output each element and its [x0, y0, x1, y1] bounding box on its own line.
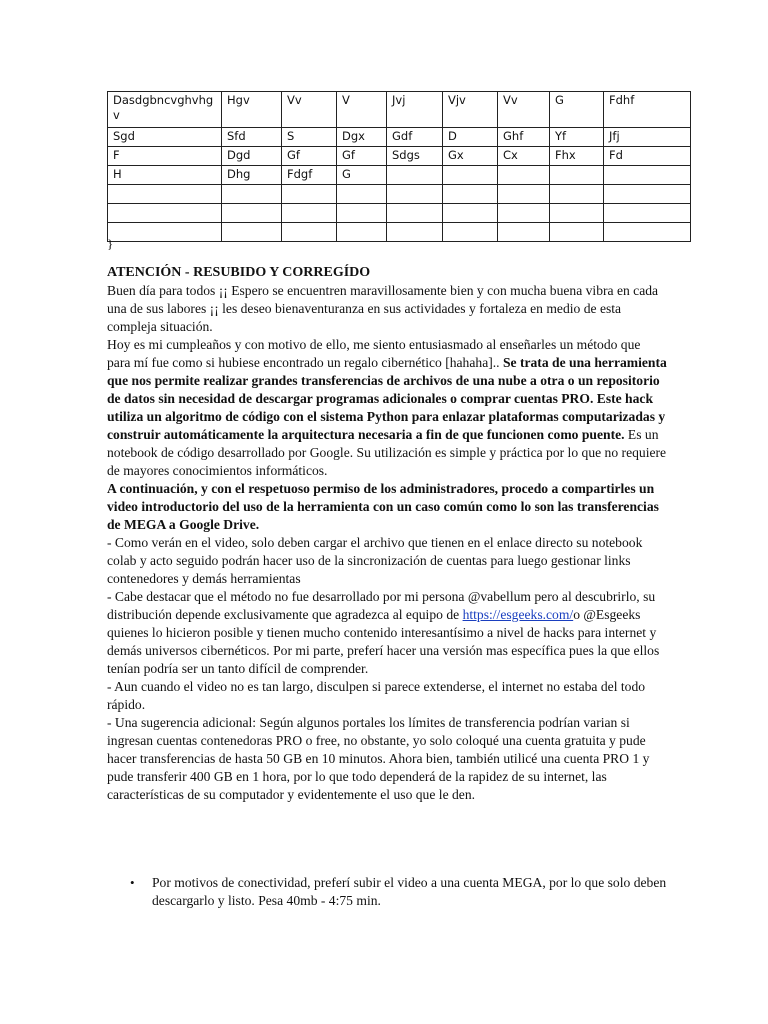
- paragraph-intro-start: Hoy es mi cumpleaños y con motivo de ello, me siento entusiasmado al enseñarles un método que para mí fue como si hubiese encontrado un regalo cibernético [hahaha]..: [107, 337, 641, 370]
- heading: ATENCIÓN - RESUBIDO Y CORREGÍDO: [107, 265, 371, 280]
- table-cell: Fd: [604, 147, 691, 166]
- table-cell: Sdgs: [387, 147, 443, 166]
- table-cell: F: [108, 147, 222, 166]
- table-cell: Fhx: [550, 147, 604, 166]
- table-cell: Fdhf: [604, 92, 691, 128]
- table-cell: [282, 204, 337, 223]
- paragraph-steps: - Como verán en el video, solo deben cargar el archivo que tienen en el enlace directo su notebook colab y acto seguido podrán hacer uso de la sincronización de cuentas para luego gestionar links contenedores y demás herramientas: [107, 535, 643, 586]
- table-row: [108, 166, 691, 185]
- paragraph-greeting: Buen día para todos ¡¡ Espero se encuentren maravillosamente bien y con mucha buena vibra en cada una de sus labores ¡¡ les deseo bienaventuranza en sus actividades y fortaleza en medio de esta compleja situación.: [107, 283, 659, 334]
- paragraph-intro-end: Es un notebook de código desarrollado por Google. Su utilización es simple y práctica por lo que no requiere de mayores conocimientos informáticos.: [107, 427, 667, 478]
- table-cell: Dgx: [337, 128, 387, 147]
- paragraph-credits-start: - Cabe destacar que el método no fue desarrollado por mi persona @vabellum pero al descubrirlo, su distribución depende exclusivamente que agradezca al equipo de: [107, 589, 656, 622]
- table-cell: Fdgf: [282, 166, 337, 185]
- table-cell: Jfj: [604, 128, 691, 147]
- table-cell: Sfd: [222, 128, 282, 147]
- stray-brace: }: [107, 236, 114, 251]
- table-cell: [387, 204, 443, 223]
- table-cell: [108, 223, 222, 242]
- table-cell: [443, 204, 498, 223]
- paragraph-apology: - Aun cuando el video no es tan largo, disculpen si parece extenderse, el internet no estaba del todo rápido.: [107, 679, 646, 712]
- table-cell: Hgv: [222, 92, 282, 128]
- table-cell: [108, 185, 222, 204]
- table-cell: [498, 166, 550, 185]
- data-table: [107, 91, 691, 242]
- table-cell: [282, 223, 337, 242]
- paragraph-suggestion: - Una sugerencia adicional: Según algunos portales los límites de transferencia podrían varian si ingresan cuentas contenedoras PRO o free, no obstante, yo solo coloqué una cuenta gratuita y pude hacer transferencias de hasta 50 GB en 10 minutos. Ahora bien, también utilicé una cuenta PRO 1 y pude transferir 400 GB en 1 hora, por lo que todo dependerá de la rapidez de su internet, las características de su computador y evidentemente el uso que le den.: [107, 715, 650, 802]
- paragraph-video-bold-text: A continuación, y con el respetuoso permiso de los administradores, procedo a compartirles un video introductorio del uso de la herramienta con un caso común como lo son las transferencias de MEGA a Google Drive.: [107, 481, 659, 532]
- bullet-list: [107, 874, 667, 910]
- table-cell: S: [282, 128, 337, 147]
- table-cell: [387, 223, 443, 242]
- table-cell: Vv: [498, 92, 550, 128]
- document-body: [107, 264, 667, 804]
- table-cell: [604, 166, 691, 185]
- table-cell: [222, 185, 282, 204]
- table-cell: [443, 185, 498, 204]
- table-cell: Gf: [337, 147, 387, 166]
- table-cell: Gf: [282, 147, 337, 166]
- list-item: [107, 874, 667, 910]
- table-cell: [498, 223, 550, 242]
- table-cell: Cx: [498, 147, 550, 166]
- table-cell: [282, 185, 337, 204]
- table-cell: Dgd: [222, 147, 282, 166]
- paragraph-intro: [107, 336, 667, 480]
- table-cell: Dasdgbncvghvhgv: [108, 92, 222, 128]
- table-cell: Yf: [550, 128, 604, 147]
- table-row: [108, 223, 691, 242]
- table-cell: [387, 185, 443, 204]
- table-cell: [550, 204, 604, 223]
- table-row: [108, 204, 691, 223]
- table-row: [108, 128, 691, 147]
- table-cell: G: [550, 92, 604, 128]
- table-cell: [443, 166, 498, 185]
- table-cell: [604, 185, 691, 204]
- paragraph-credits: [107, 588, 667, 678]
- table-cell: [550, 185, 604, 204]
- table-cell: V: [337, 92, 387, 128]
- esgeeks-link[interactable]: https://esgeeks.com/: [462, 607, 574, 622]
- table-cell: Vv: [282, 92, 337, 128]
- table-row: [108, 147, 691, 166]
- table-cell: Jvj: [387, 92, 443, 128]
- table-cell: [498, 185, 550, 204]
- table-cell: [337, 185, 387, 204]
- table-cell: [443, 223, 498, 242]
- paragraph-credits-end: o @Esgeeks quienes lo hicieron posible y tienen mucho contenido interesantísimo a nivel de hacks para internet y demás universos cibernéticos. Por mi parte, preferí hacer una versión mas específica pues la que ellos tenían podría ser un tanto difícil de comprender.: [107, 607, 660, 676]
- table-cell: Gx: [443, 147, 498, 166]
- table-cell: [550, 223, 604, 242]
- table-cell: H: [108, 166, 222, 185]
- table-cell: [498, 204, 550, 223]
- table-cell: D: [443, 128, 498, 147]
- table-cell: G: [337, 166, 387, 185]
- table-cell: Sgd: [108, 128, 222, 147]
- table-row: [108, 92, 691, 128]
- table-cell: [108, 204, 222, 223]
- table-cell: [604, 204, 691, 223]
- table-cell: [387, 166, 443, 185]
- bullet-text: Por motivos de conectividad, preferí subir el video a una cuenta MEGA, por lo que solo deben descargarlo y listo. Pesa 40mb - 4:75 min.: [152, 875, 667, 908]
- table-cell: [604, 223, 691, 242]
- table-cell: Gdf: [387, 128, 443, 147]
- bullet-icon: •: [130, 875, 135, 890]
- paragraph-video-bold: [107, 480, 667, 534]
- table-cell: Vjv: [443, 92, 498, 128]
- table-cell: [550, 166, 604, 185]
- table-cell: [222, 204, 282, 223]
- table-row: [108, 185, 691, 204]
- paragraph-intro-bold: Se trata de una herramienta que nos permite realizar grandes transferencias de archivos de una nube a otra o un repositorio de datos sin necesidad de descargar programas adicionales o comprar cuentas PRO. Este hack utiliza un algoritmo de código con el sistema Python para enlazar plataformas computarizadas y construir automáticamente la arquitectura necesaria a fin de que funcionen como puente.: [107, 355, 667, 442]
- table-cell: Ghf: [498, 128, 550, 147]
- table-cell: [222, 223, 282, 242]
- table-cell: Dhg: [222, 166, 282, 185]
- table-cell: [337, 204, 387, 223]
- table-cell: [337, 223, 387, 242]
